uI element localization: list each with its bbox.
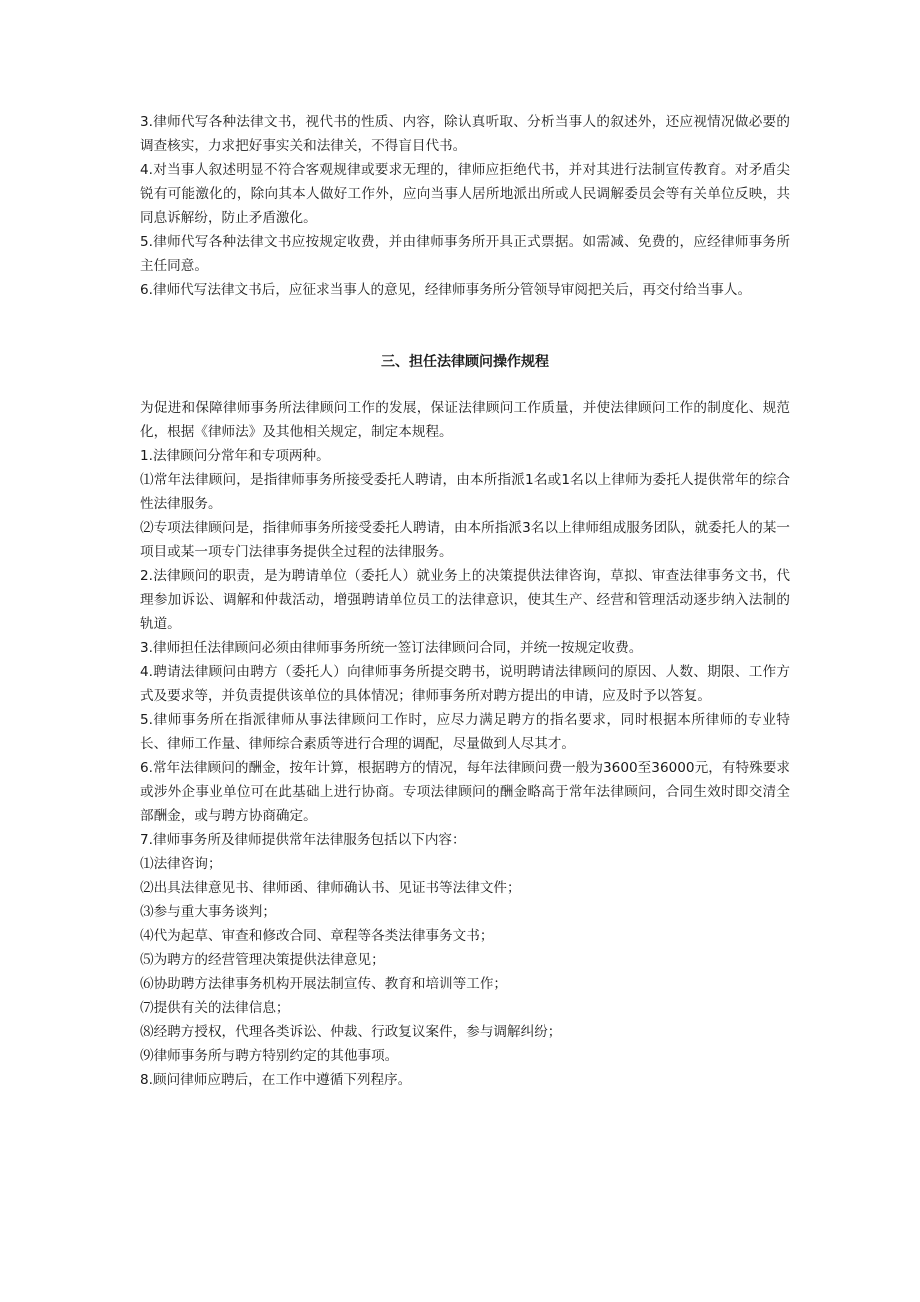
paragraph: 7.律师事务所及律师提供常年法律服务包括以下内容： xyxy=(140,832,466,848)
paragraph: 6.律师代写法律文书后，应征求当事人的意见，经律师事务所分管领导审阅把关后，再交付给当事人。 xyxy=(140,282,752,298)
section-three-body xyxy=(140,396,790,1092)
heading-spacer xyxy=(140,374,790,396)
paragraph: 5.律师代写各种法律文书应按规定收费，并由律师事务所开具正式票据。如需减、免费的，应经律师事务所主任同意。 xyxy=(140,234,790,274)
paragraph: 4.对当事人叙述明显不符合客观规律或要求无理的，律师应拒绝代书，并对其进行法制宣传教育。对矛盾尖锐有可能激化的，除向其本人做好工作外，应向当事人居所地派出所或人民调解委员会等有关单位反映，共同息诉解纷，防止矛盾激化。 xyxy=(140,162,790,226)
list-item: ⑴法律咨询； xyxy=(140,856,222,872)
paragraph: 为促进和保障律师事务所法律顾问工作的发展，保证法律顾问工作质量，并使法律顾问工作的制度化、规范化，根据《律师法》及其他相关规定，制定本规程。 xyxy=(140,400,790,440)
paragraph: 6.常年法律顾问的酬金，按年计算，根据聘方的情况，每年法律顾问费一般为3600至36000元，有特殊要求或涉外企事业单位可在此基础上进行协商。专项法律顾问的酬金略高于常年法律顾问，合同生效时即交清全部酬金，或与聘方协商确定。 xyxy=(140,760,790,824)
paragraph: 3.律师担任法律顾问必须由律师事务所统一签订法律顾问合同，并统一按规定收费。 xyxy=(140,640,643,656)
list-item: ⑻经聘方授权，代理各类诉讼、仲裁、行政复议案件，参与调解纠纷； xyxy=(140,1024,562,1040)
paragraph: 2.法律顾问的职责，是为聘请单位（委托人）就业务上的决策提供法律咨询，草拟、审查法律事务文书，代理参加诉讼、调解和仲裁活动，增强聘请单位员工的法律意识，使其生产、经营和管理活动逐步纳入法制的轨道。 xyxy=(140,568,790,632)
document-page xyxy=(140,110,790,1092)
list-item: ⑺提供有关的法律信息； xyxy=(140,1000,290,1016)
paragraph: 8.顾问律师应聘后，在工作中遵循下列程序。 xyxy=(140,1072,412,1088)
list-item: ⑷代为起草、审查和修改合同、章程等各类法律事务文书； xyxy=(140,928,494,944)
paragraph: 4.聘请法律顾问由聘方（委托人）向律师事务所提交聘书，说明聘请法律顾问的原因、人数、期限、工作方式及要求等，并负责提供该单位的具体情况；律师事务所对聘方提出的申请，应及时予以答复。 xyxy=(140,664,790,704)
list-item: ⑸为聘方的经营管理决策提供法律意见； xyxy=(140,952,385,968)
paragraph: 3.律师代写各种法律文书，视代书的性质、内容，除认真听取、分析当事人的叙述外，还应视情况做必要的调查核实，力求把好事实关和法律关，不得盲目代书。 xyxy=(140,114,790,154)
paragraph: ⑵专项法律顾问是，指律师事务所接受委托人聘请，由本所指派3名以上律师组成服务团队，就委托人的某一项目或某一项专门法律事务提供全过程的法律服务。 xyxy=(140,520,790,560)
section-two-tail xyxy=(140,110,790,302)
section-heading: 三、担任法律顾问操作规程 xyxy=(381,354,549,370)
section-spacer xyxy=(140,302,790,350)
list-item: ⑹协助聘方法律事务机构开展法制宣传、教育和培训等工作； xyxy=(140,976,508,992)
list-item: ⑶参与重大事务谈判； xyxy=(140,904,276,920)
list-item: ⑼律师事务所与聘方特别约定的其他事项。 xyxy=(140,1048,399,1064)
list-item: ⑵出具法律意见书、律师函、律师确认书、见证书等法律文件； xyxy=(140,880,521,896)
paragraph: 1.法律顾问分常年和专项两种。 xyxy=(140,448,330,464)
paragraph: ⑴常年法律顾问，是指律师事务所接受委托人聘请，由本所指派1名或1名以上律师为委托人提供常年的综合性法律服务。 xyxy=(140,472,790,512)
paragraph: 5.律师事务所在指派律师从事法律顾问工作时，应尽力满足聘方的指名要求，同时根据本所律师的专业特长、律师工作量、律师综合素质等进行合理的调配，尽量做到人尽其才。 xyxy=(140,712,790,752)
